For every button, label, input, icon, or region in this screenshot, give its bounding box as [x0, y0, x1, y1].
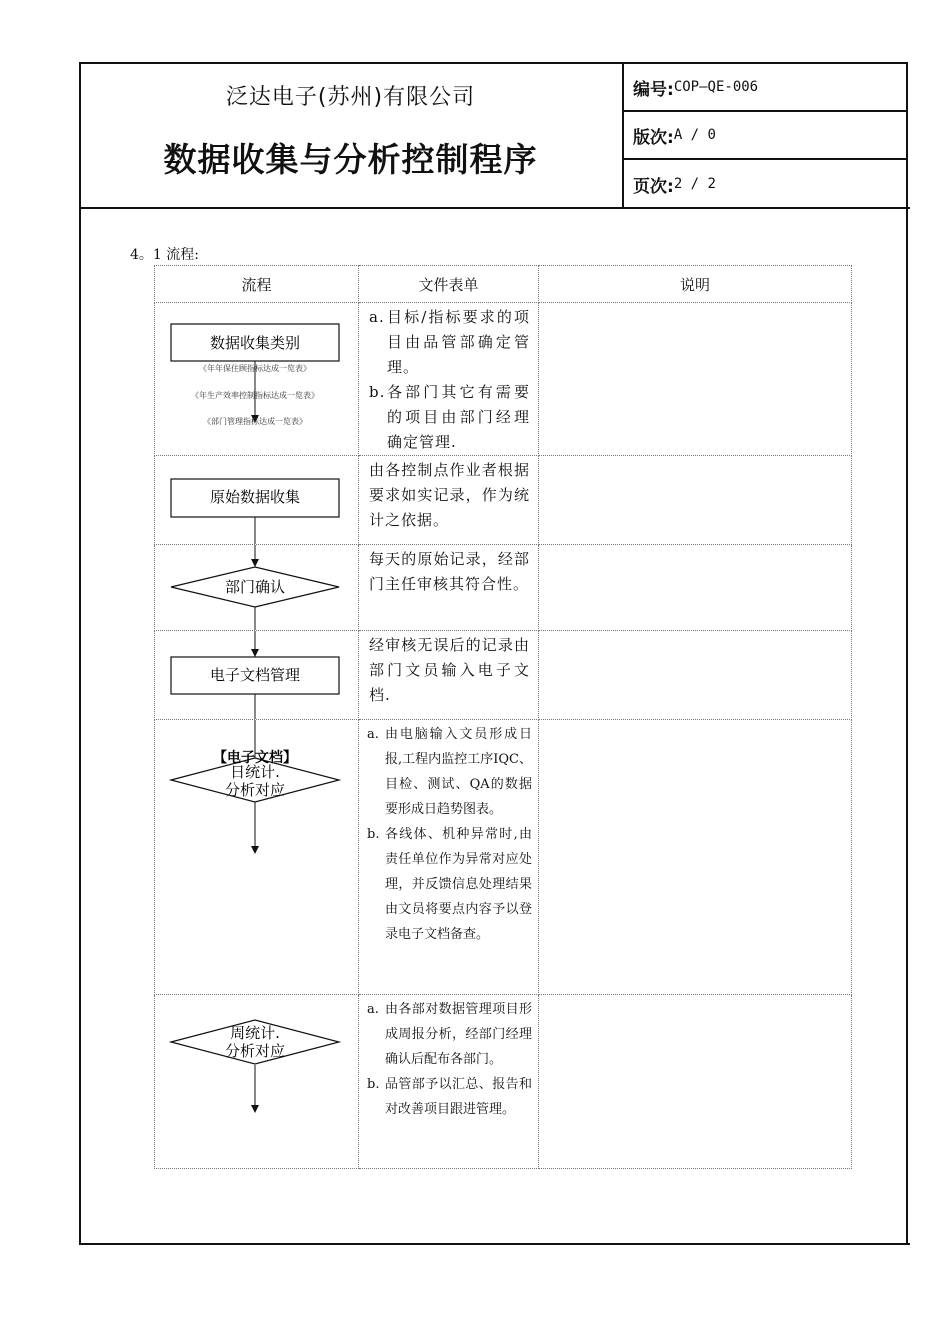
- doc-number-value: COP—QE-006: [673, 79, 759, 95]
- overlay-label: 【电子文档】: [213, 750, 297, 766]
- doc-number-row: [624, 64, 908, 112]
- flow-step-graphic: [155, 545, 359, 630]
- flow-step-graphic: [155, 456, 359, 544]
- doc-item: [369, 305, 530, 380]
- flow-cell: [155, 456, 359, 545]
- item-text: 各线体、机种异常时,由责任单位作为异常对应处理，并反馈信息处理结果由文员将要点内容予以登录电子文档备查。: [385, 827, 532, 942]
- flow-step-graphic: [155, 303, 359, 453]
- notes-cell: [539, 995, 852, 1169]
- item-text: 由电脑输入文员形成日报,工程内监控工序IQC、目检、测试、QA的数据要形成日趋势图表。: [385, 727, 532, 817]
- item-marker: a.: [367, 727, 379, 742]
- col-header-docs: 文件表单: [359, 266, 539, 303]
- item-text: 由各部对数据管理项目形成周报分析，经部门经理确认后配布各部门。: [385, 1002, 532, 1067]
- page-number-row: [624, 160, 908, 208]
- step-label: 日统计.: [230, 763, 280, 781]
- flow-step-graphic: [155, 720, 359, 994]
- version-value: A / 0: [673, 127, 716, 143]
- step-label: 数据收集类别: [209, 334, 301, 352]
- doc-cell: 由各控制点作业者根据要求如实记录，作为统计之依据。: [359, 456, 539, 545]
- flow-cell: [155, 720, 359, 995]
- form-note: 《年生产效率控制指标达成一览表》: [191, 391, 319, 400]
- flow-step-graphic: [155, 995, 359, 1168]
- item-marker: b.: [369, 383, 386, 401]
- step-label: 分析对应: [224, 1042, 286, 1060]
- table-row: [155, 303, 852, 456]
- col-header-flow: 流程: [155, 266, 359, 303]
- notes-cell: [539, 545, 852, 631]
- doc-cell: 经审核无误后的记录由部门文员输入电子文档.: [359, 631, 539, 720]
- document-title: 数据收集与分析控制程序: [163, 140, 538, 179]
- version-label: 版次:: [633, 127, 674, 148]
- step-label: 分析对应: [224, 781, 286, 799]
- table-header-row: [155, 266, 852, 303]
- notes-cell: [539, 303, 852, 456]
- item-marker: b.: [367, 1077, 380, 1092]
- notes-cell: [539, 631, 852, 720]
- step-label: 电子文档管理: [209, 666, 301, 684]
- page-number-value: 2 / 2: [673, 176, 716, 192]
- doc-item: [367, 1072, 532, 1122]
- doc-number-label: 编号:: [633, 79, 674, 100]
- item-marker: b.: [367, 827, 380, 842]
- frame-bottom-line: [79, 1243, 910, 1245]
- version-row: [624, 112, 908, 160]
- doc-cell: 每天的原始记录，经部门主任审核其符合性。: [359, 545, 539, 631]
- table-row: [155, 545, 852, 631]
- flow-step-graphic: [155, 631, 359, 719]
- doc-item: [367, 722, 532, 822]
- doc-item: [367, 822, 532, 947]
- company-name: 泛达电子(苏州)有限公司: [225, 85, 476, 110]
- item-text: 各部门其它有需要的项目由部门经理确定管理.: [387, 383, 530, 451]
- table-row: [155, 456, 852, 545]
- col-header-notes: 说明: [539, 266, 852, 303]
- table-row: [155, 720, 852, 995]
- doc-cell: [359, 995, 539, 1169]
- section-title: 4。1 流程:: [130, 247, 199, 263]
- item-text: 品管部予以汇总、报告和对改善项目跟进管理。: [385, 1077, 532, 1117]
- notes-cell: [539, 720, 852, 995]
- item-marker: a.: [369, 308, 385, 326]
- flow-cell: [155, 303, 359, 456]
- notes-cell: [539, 456, 852, 545]
- form-note: 《部门管理指标达成一览表》: [203, 417, 307, 426]
- item-marker: a.: [367, 1002, 379, 1017]
- table-row: [155, 631, 852, 720]
- doc-cell: [359, 720, 539, 995]
- page-number-label: 页次:: [633, 176, 674, 197]
- step-label: 原始数据收集: [209, 488, 301, 506]
- flow-cell: [155, 545, 359, 631]
- flow-cell: [155, 631, 359, 720]
- step-label: 部门确认: [224, 578, 286, 596]
- doc-item: [369, 380, 530, 455]
- doc-cell: [359, 303, 539, 456]
- table-row: [155, 995, 852, 1169]
- item-text: 目标/指标要求的项目由品管部确定管理。: [387, 308, 530, 376]
- form-note: 《年年保住顾指标达成一览表》: [199, 364, 311, 373]
- doc-item: [367, 997, 532, 1072]
- step-label: 周统计.: [230, 1024, 280, 1042]
- flow-cell: [155, 995, 359, 1169]
- process-table: [154, 265, 852, 1169]
